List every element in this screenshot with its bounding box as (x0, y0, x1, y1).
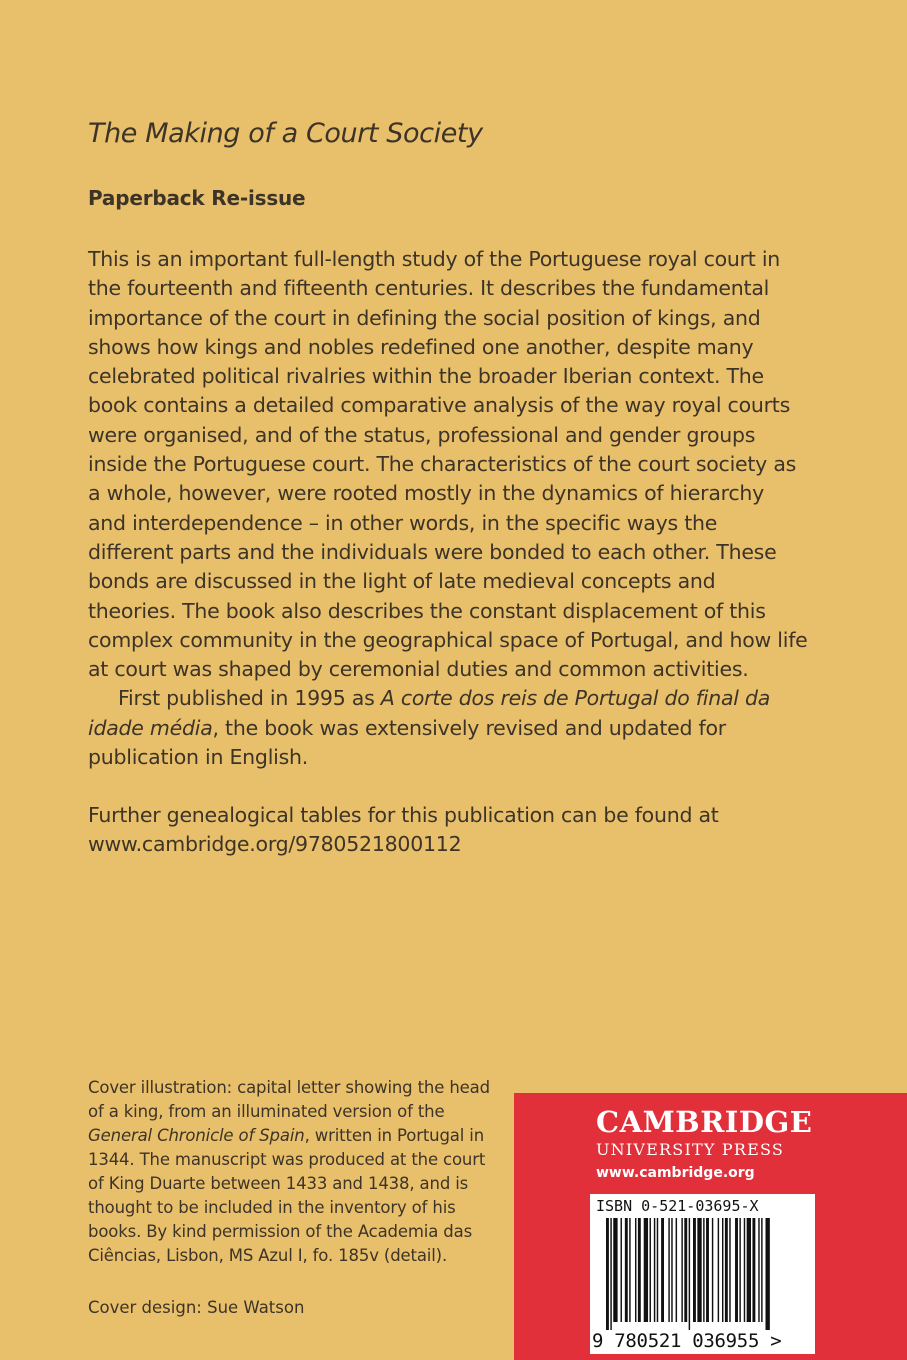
description-paragraph-1: This is an important full-length study of the Portuguese royal court in the fourteenth and fifteenth centuries. It describes the fundamental importance of the court in defining the social position of kings, and shows how kings and nobles redefined one another, despite many celebrated political rivalries within the broader Iberian context. The book contains a detailed comparative analysis of the way royal courts were organised, and of the status, professional and gender groups inside the Portuguese court. The characteristics of the court society as a whole, however, were rooted mostly in the dynamics of hierarchy and interdependence – in other words, in the specific ways the different parts and the individuals were bonded to each other. These bonds are discussed in the light of late medieval concepts and theories. The book also describes the constant displacement of this complex community in the geographical space of Portugal, and how life at court was shaped by ceremonial duties and common activities. (88, 247, 808, 682)
barcode-bar (752, 1218, 755, 1322)
barcode-bar (735, 1218, 738, 1322)
barcode-bar (712, 1218, 713, 1322)
barcode-bar (629, 1218, 630, 1322)
barcode-bar (766, 1218, 770, 1330)
barcode-block (590, 1194, 815, 1354)
publisher-logo-name: CAMBRIDGE (596, 1105, 813, 1139)
isbn-label: ISBN 0-521-03695-X (596, 1197, 759, 1215)
barcode-bar (689, 1218, 690, 1330)
original-title: A corte dos reis de Portugal do final da idade média (88, 686, 771, 740)
barcode-digits: 9 780521 036955 > (592, 1330, 782, 1352)
barcode-bar (625, 1218, 628, 1322)
barcode-bar (718, 1218, 719, 1322)
barcode-bar (706, 1218, 709, 1322)
barcode-icon (594, 1218, 811, 1330)
barcode-bar (668, 1218, 669, 1322)
publisher-panel (514, 1093, 907, 1360)
barcode-bar (676, 1218, 677, 1322)
barcode-bar (638, 1218, 641, 1322)
barcode-bar (606, 1218, 609, 1330)
barcode-bar (703, 1218, 704, 1322)
barcode-bar (657, 1218, 658, 1322)
barcode-bar (654, 1218, 655, 1322)
cover-design-credit: Cover design: Sue Watson (88, 1298, 305, 1317)
barcode-bar (693, 1218, 696, 1322)
further-tables-text: Further genealogical tables for this publication can be found at (88, 803, 719, 827)
book-title: The Making of a Court Society (88, 118, 483, 149)
cover-illustration-credit: Cover illustration: capital letter showing the head of a king, from an illuminated version of the General Chronicle of Spain, written in Portugal in 1344. The manuscript was produced at the court of King Duarte between 1433 and 1438, and is thought to be included in the inventory of his books. By kind permission of the Academia das Ciências, Lisbon, MS Azul I, fo. 185v (detail). (88, 1078, 490, 1265)
barcode-bar (610, 1218, 611, 1330)
edition-label: Paperback Re-issue (88, 186, 306, 210)
further-tables-note (88, 801, 808, 859)
publisher-logo-press: UNIVERSITY PRESS (596, 1140, 785, 1159)
barcode-bar (644, 1218, 648, 1322)
barcode-bar (747, 1218, 751, 1322)
book-description (88, 245, 808, 772)
chronicle-title: General Chronicle of Spain (88, 1126, 305, 1145)
barcode-bar (722, 1218, 723, 1322)
barcode-bar (744, 1218, 745, 1322)
barcode-bar (725, 1218, 728, 1322)
barcode-bar (661, 1218, 664, 1322)
barcode-bar (681, 1218, 682, 1322)
publisher-url: www.cambridge.org (596, 1165, 755, 1181)
further-tables-url: www.cambridge.org/9780521800112 (88, 832, 462, 856)
barcode-bar (650, 1218, 651, 1322)
description-paragraph-2: First published in 1995 as A corte dos reis de Portugal do final da idade média, the book was extensively revised and updated for publication in English. (88, 686, 771, 770)
barcode-bar (613, 1218, 617, 1322)
barcode-bar (761, 1218, 762, 1322)
barcode-bar (621, 1218, 622, 1322)
barcode-bar (697, 1218, 701, 1322)
barcode-bar (739, 1218, 740, 1322)
barcode-bar (758, 1218, 759, 1322)
barcode-bar (635, 1218, 636, 1322)
barcode-bar (684, 1218, 687, 1322)
barcode-bar (671, 1218, 672, 1322)
barcode-bar (729, 1218, 730, 1322)
